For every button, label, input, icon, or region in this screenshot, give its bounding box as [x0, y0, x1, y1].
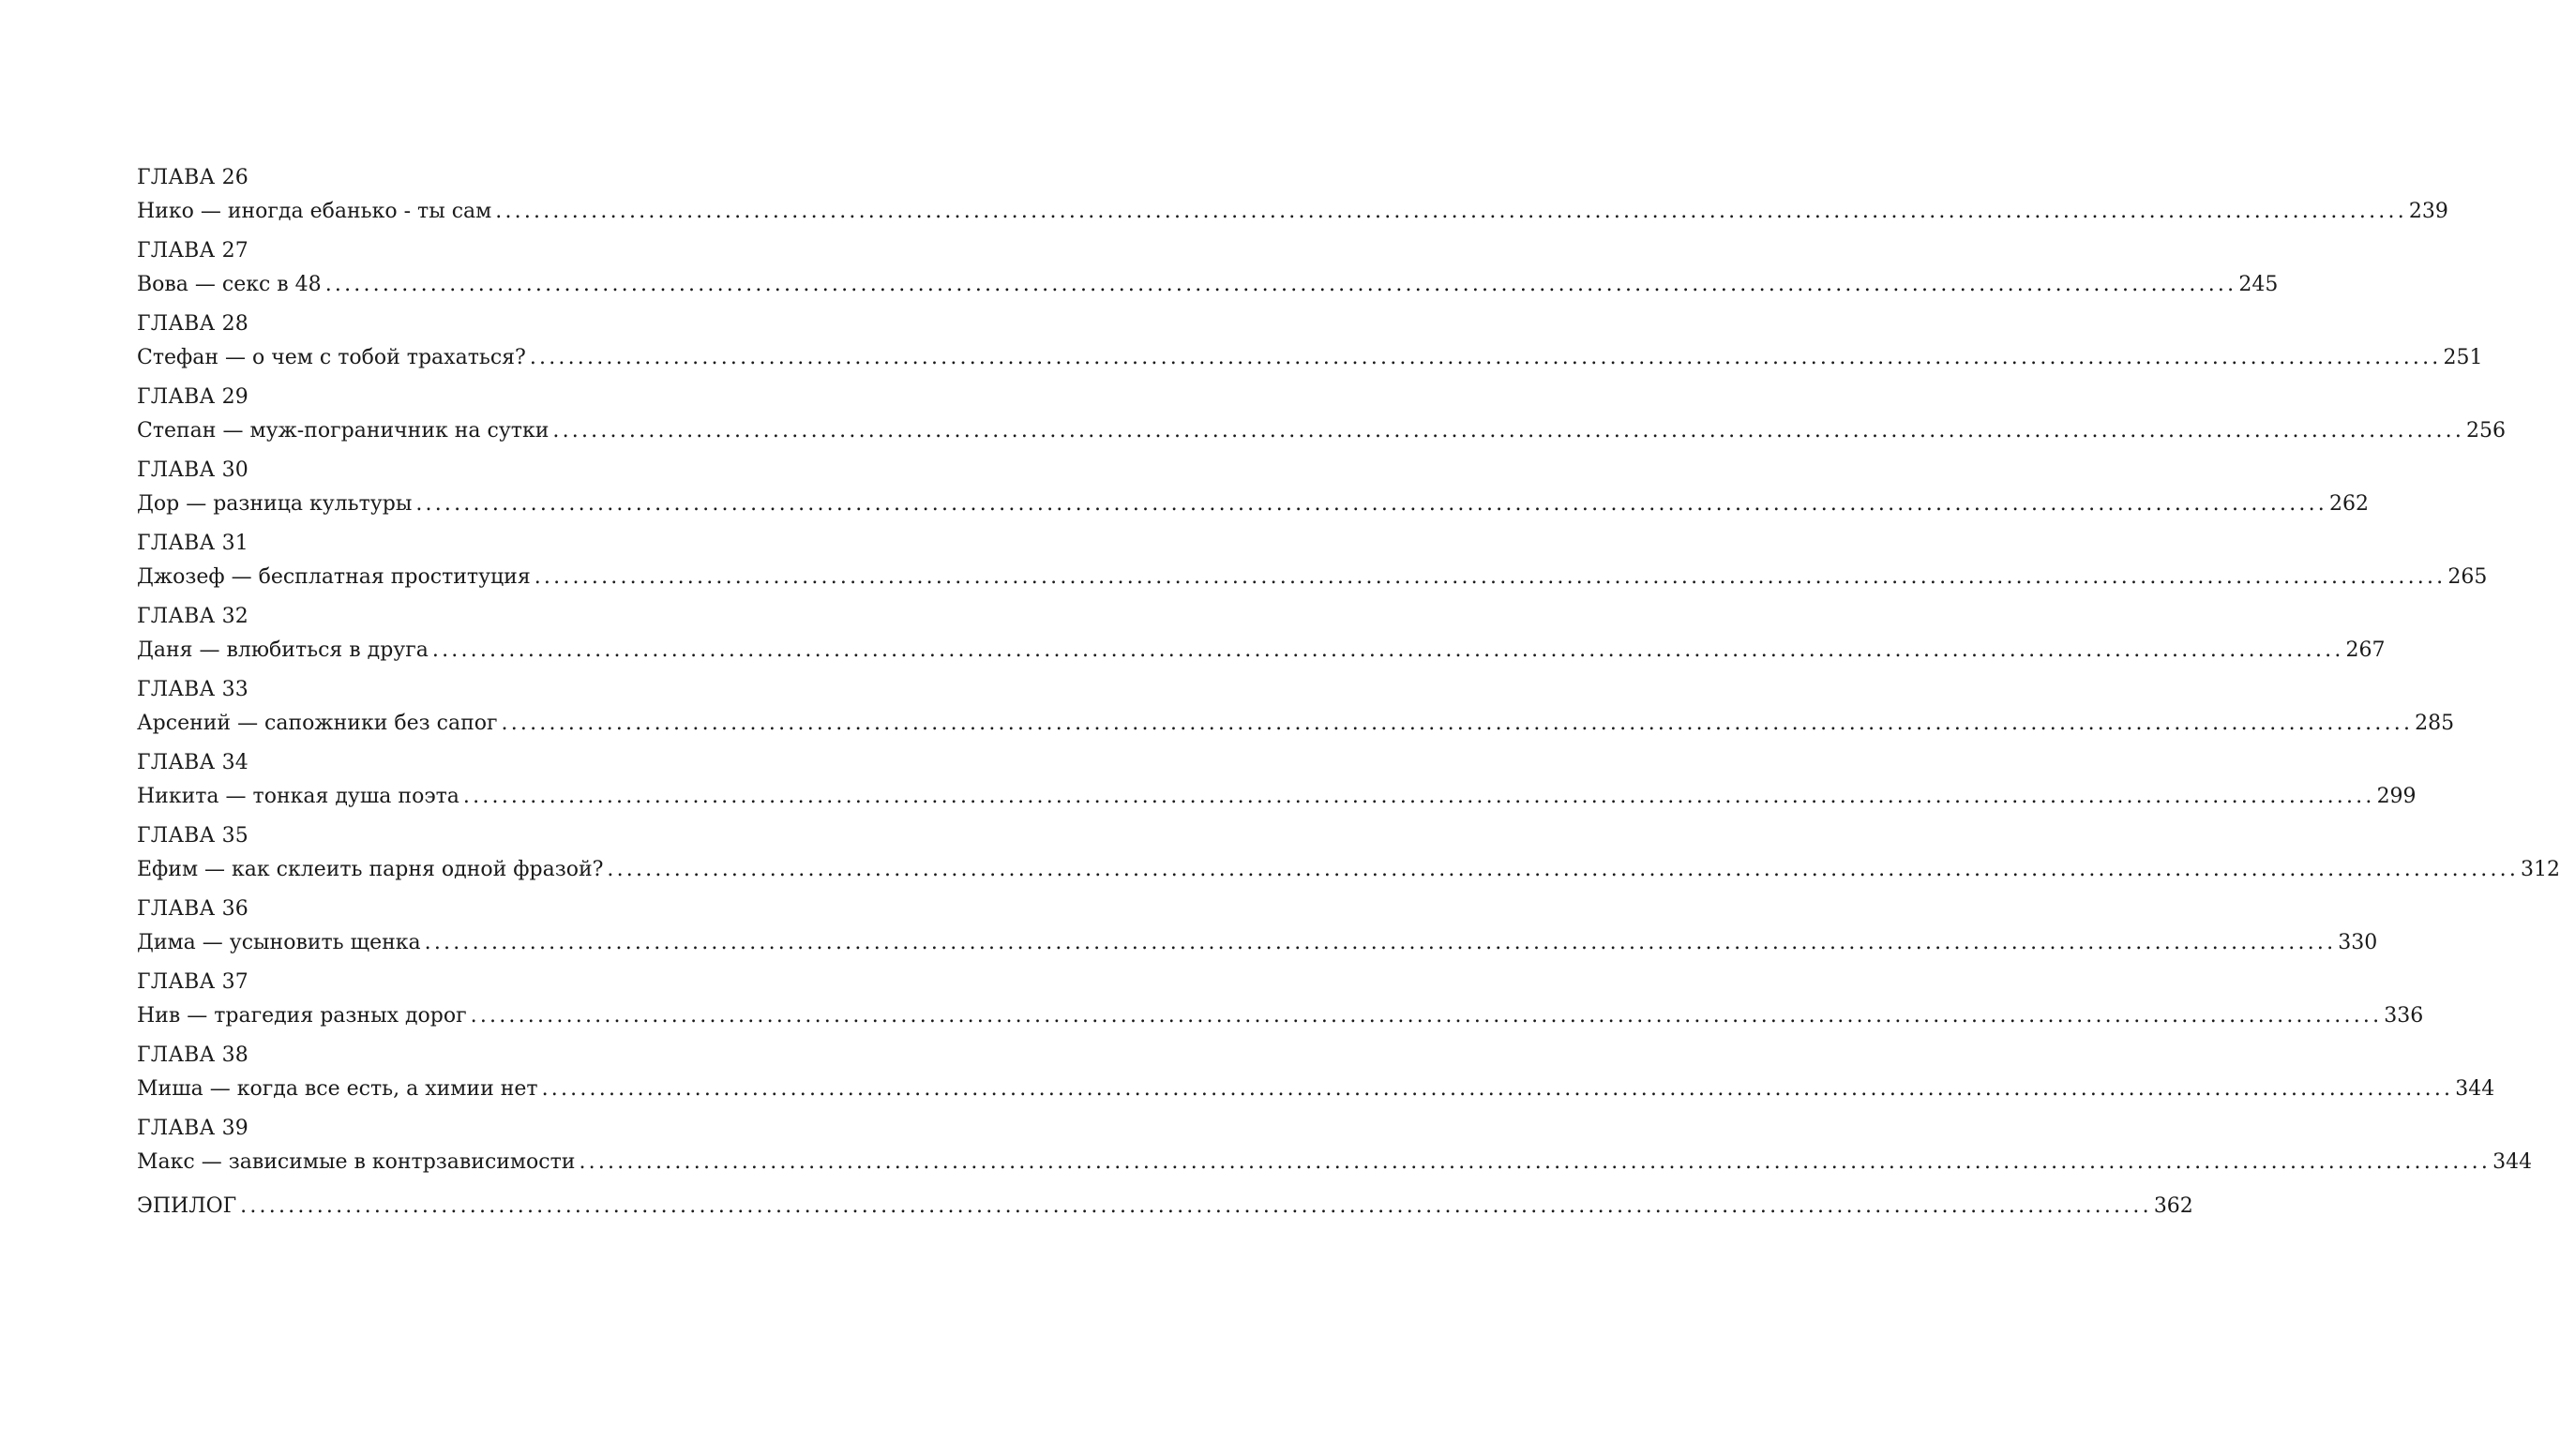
toc-entry[interactable]	[137, 452, 2369, 525]
page-number: 265	[2447, 565, 2488, 589]
dot-leader: ........................................................................................................................................................................................................	[534, 565, 2447, 589]
entry-title: Стефан — о чем с тобой трахаться?	[137, 346, 526, 369]
toc-entry[interactable]	[137, 379, 2507, 452]
entry-title: Ефим — как склеить парня одной фразой?	[137, 858, 604, 881]
chapter-label: ГЛАВА 34	[137, 751, 249, 774]
chapter-label: ГЛАВА 28	[137, 312, 249, 336]
toc-line	[137, 267, 2279, 306]
toc-line	[137, 413, 2507, 452]
entry-title: Джозеф — бесплатная проституция	[137, 565, 531, 589]
toc-line	[137, 998, 2424, 1037]
entry-title: ЭПИЛОГ	[137, 1194, 237, 1218]
chapter-label: ГЛАВА 30	[137, 458, 249, 482]
chapter-label: ГЛАВА 32	[137, 605, 249, 628]
entry-title: Арсений — сапожники без сапог	[137, 712, 498, 735]
chapter-label: ГЛАВА 27	[137, 239, 249, 263]
toc-line	[137, 852, 2560, 891]
page-number: 344	[2492, 1150, 2533, 1174]
chapter-label: ГЛАВА 39	[137, 1117, 249, 1140]
entry-title: Вова — секс в 48	[137, 273, 322, 296]
toc-line	[137, 779, 2417, 818]
chapter-label: ГЛАВА 26	[137, 166, 249, 189]
entry-title: Дима — усыновить щенка	[137, 931, 421, 954]
toc-entry-epilogue[interactable]	[137, 1193, 2193, 1231]
toc-line	[137, 340, 2483, 379]
dot-leader: ........................................................................................................................................................................................................	[495, 200, 2407, 223]
entry-title: Даня — влюбиться в друга	[137, 638, 429, 662]
toc-line	[137, 194, 2448, 233]
page-number: 251	[2443, 346, 2483, 369]
entry-title: Никита — тонкая душа поэта	[137, 785, 459, 808]
toc-line	[137, 925, 2378, 964]
toc-entry[interactable]	[137, 1110, 2533, 1183]
chapter-label: ГЛАВА 29	[137, 385, 249, 409]
page-number: 262	[2328, 492, 2369, 516]
toc-line	[137, 633, 2386, 671]
toc-line	[137, 487, 2369, 525]
toc-line	[137, 1072, 2495, 1110]
dot-leader: ........................................................................................................................................................................................................	[431, 638, 2344, 662]
toc-line	[137, 560, 2488, 598]
chapter-label: ГЛАВА 37	[137, 970, 249, 994]
toc-entry[interactable]	[137, 233, 2279, 306]
entry-title: Нив — трагедия разных дорог	[137, 1004, 467, 1028]
toc-entry[interactable]	[137, 744, 2417, 818]
toc-line	[137, 1193, 2193, 1231]
page-number: 239	[2408, 200, 2448, 223]
page-number: 362	[2153, 1194, 2193, 1218]
toc-entry[interactable]	[137, 818, 2560, 891]
dot-leader: ........................................................................................................................................................................................................	[424, 931, 2337, 954]
toc-entry[interactable]	[137, 891, 2378, 964]
entry-title: Нико — иногда ебанько - ты сам	[137, 200, 492, 223]
dot-leader: ........................................................................................................................................................................................................	[470, 1004, 2383, 1028]
page-number: 344	[2455, 1077, 2495, 1101]
chapter-label: ГЛАВА 35	[137, 824, 249, 848]
page-number: 245	[2238, 273, 2279, 296]
chapter-list	[137, 159, 2560, 1183]
page-number: 256	[2466, 419, 2507, 443]
page-number: 330	[2338, 931, 2378, 954]
toc-entry[interactable]	[137, 1037, 2495, 1110]
chapter-label: ГЛАВА 31	[137, 532, 249, 555]
toc-entry[interactable]	[137, 964, 2424, 1037]
dot-leader: ........................................................................................................................................................................................................	[324, 273, 2237, 296]
toc-entry[interactable]	[137, 598, 2386, 671]
dot-leader: ........................................................................................................................................................................................................	[541, 1077, 2454, 1101]
toc-entry[interactable]	[137, 525, 2488, 598]
page-number: 336	[2384, 1004, 2424, 1028]
dot-leader: ........................................................................................................................................................................................................	[552, 419, 2465, 443]
dot-leader: ........................................................................................................................................................................................................	[240, 1194, 2152, 1218]
toc-entry[interactable]	[137, 306, 2483, 379]
toc-line	[137, 706, 2455, 744]
toc-entry[interactable]	[137, 671, 2455, 744]
entry-title: Макс — зависимые в контрзависимости	[137, 1150, 576, 1174]
entry-title: Дор — разница культуры	[137, 492, 413, 516]
page-number: 285	[2415, 712, 2455, 735]
dot-leader: ........................................................................................................................................................................................................	[579, 1150, 2492, 1174]
dot-leader: ........................................................................................................................................................................................................	[462, 785, 2375, 808]
dot-leader: ........................................................................................................................................................................................................	[501, 712, 2414, 735]
page-number: 312	[2521, 858, 2560, 881]
entry-title: Степан — муж-пограничник на сутки	[137, 419, 550, 443]
toc-entry[interactable]	[137, 159, 2448, 233]
toc-line	[137, 1145, 2533, 1183]
dot-leader: ........................................................................................................................................................................................................	[415, 492, 2327, 516]
chapter-label: ГЛАВА 33	[137, 678, 249, 701]
entry-title: Миша — когда все есть, а химии нет	[137, 1077, 538, 1101]
chapter-label: ГЛАВА 38	[137, 1043, 249, 1067]
table-of-contents	[137, 159, 2560, 1231]
dot-leader: ........................................................................................................................................................................................................	[529, 346, 2442, 369]
dot-leader: ........................................................................................................................................................................................................	[607, 858, 2520, 881]
page-number: 267	[2345, 638, 2386, 662]
page-number: 299	[2376, 785, 2417, 808]
chapter-label: ГЛАВА 36	[137, 897, 249, 921]
